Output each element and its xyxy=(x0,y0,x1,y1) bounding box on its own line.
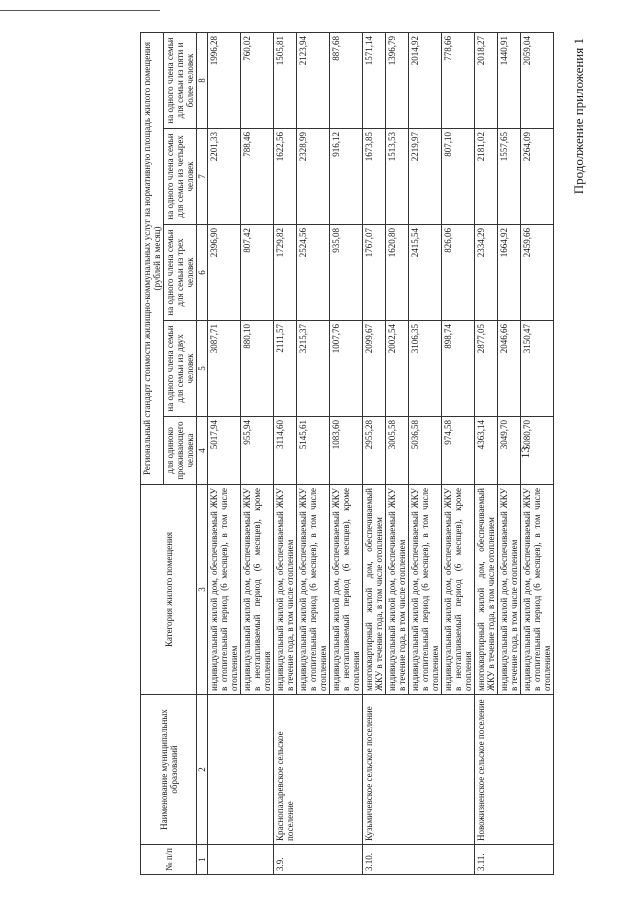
value-cell: 1664,92 xyxy=(498,225,521,321)
value-cell: 1729,82 xyxy=(274,225,297,321)
table-row xyxy=(208,32,241,874)
municipality-name: Кузьмичевское сельское поселение xyxy=(363,695,475,845)
value-cell: 935,08 xyxy=(330,225,363,321)
header-category: Категория жилого помещения xyxy=(141,485,197,695)
value-cell: 826,06 xyxy=(442,225,475,321)
value-cell: 3005,58 xyxy=(386,417,409,485)
header-no: № п/п xyxy=(141,845,197,875)
value-cell: 880,10 xyxy=(241,321,274,417)
value-cell: 1083,60 xyxy=(330,417,363,485)
value-cell: 1622,56 xyxy=(274,129,297,225)
column-number: 8 xyxy=(197,32,208,128)
table-row xyxy=(363,32,386,874)
column-number: 5 xyxy=(197,321,208,417)
value-cell: 5017,94 xyxy=(208,417,241,485)
value-cell: 2018,27 xyxy=(475,32,498,128)
header-name: Наименование муниципальных образований xyxy=(141,695,197,845)
header-standard: Региональный стандарт стоимости жилищно-коммунальных услуг на нормативную площадь жилого помещения (рублей в месяц) xyxy=(141,32,164,484)
value-cell: 3087,71 xyxy=(208,321,241,417)
column-number: 3 xyxy=(197,485,208,695)
table-row xyxy=(475,32,498,874)
housing-category: индивидуальный жилой дом, обеспечиваемый ЖКУ в течение года, в том числе отоплением xyxy=(498,485,521,695)
value-cell: 807,10 xyxy=(442,129,475,225)
value-cell: 2046,66 xyxy=(498,321,521,417)
value-cell: 2334,29 xyxy=(475,225,498,321)
value-cell: 3049,70 xyxy=(498,417,521,485)
housing-category: индивидуальный жилой дом, обеспечиваемый ЖКУ в отопительный период (6 месяцев), в том числе отоплением xyxy=(409,485,442,695)
table-row xyxy=(274,32,297,874)
municipality-name: Краснопахаревское сельское поселение xyxy=(274,695,363,845)
value-cell: 1396,79 xyxy=(386,32,409,128)
value-cell: 778,66 xyxy=(442,32,475,128)
value-cell: 3114,60 xyxy=(274,417,297,485)
value-cell: 3215,37 xyxy=(297,321,330,417)
header-sub-3: на одного члена семьи для семьи из трех человек xyxy=(164,225,197,321)
value-cell: 2014,92 xyxy=(409,32,442,128)
continuation-title: Продолжение приложения 1 xyxy=(571,38,586,195)
value-cell: 2459,66 xyxy=(521,225,554,321)
row-no xyxy=(208,845,274,875)
value-cell: 2524,56 xyxy=(297,225,330,321)
value-cell: 760,02 xyxy=(241,32,274,128)
value-cell: 3150,47 xyxy=(521,321,554,417)
value-cell: 2328,99 xyxy=(297,129,330,225)
value-cell: 1505,81 xyxy=(274,32,297,128)
housing-category: многоквартирный жилой дом, обеспечиваемый ЖКУ в течение года, в том числе отоплением xyxy=(363,485,386,695)
value-cell: 1673,85 xyxy=(363,129,386,225)
housing-category: индивидуальный жилой дом, обеспечиваемый ЖКУ в неотапливаемый период (6 месяцев), кроме отопления xyxy=(442,485,475,695)
housing-category: многоквартирный жилой дом, обеспечиваемый ЖКУ в течение года, в том числе отоплением xyxy=(475,485,498,695)
row-no: 3.9. xyxy=(274,845,363,875)
value-cell: 2415,54 xyxy=(409,225,442,321)
header-sub-1: для одиноко проживающего человека xyxy=(164,417,197,485)
value-cell: 916,12 xyxy=(330,129,363,225)
housing-category: индивидуальный жилой дом, обеспечиваемый ЖКУ в неотапливаемый период (6 месяцев), кроме отопления xyxy=(241,485,274,695)
value-cell: 807,42 xyxy=(241,225,274,321)
value-cell: 2877,05 xyxy=(475,321,498,417)
value-cell: 1571,14 xyxy=(363,32,386,128)
tariff-table xyxy=(140,32,554,875)
column-number-row xyxy=(197,32,208,874)
page-number: 13 xyxy=(518,446,532,459)
value-cell: 2111,57 xyxy=(274,321,297,417)
value-cell: 2123,94 xyxy=(297,32,330,128)
value-cell: 955,94 xyxy=(241,417,274,485)
column-number: 2 xyxy=(197,695,208,845)
value-cell: 974,58 xyxy=(442,417,475,485)
municipality-name xyxy=(208,695,274,845)
value-cell: 5145,61 xyxy=(297,417,330,485)
value-cell: 2099,67 xyxy=(363,321,386,417)
value-cell: 1440,91 xyxy=(498,32,521,128)
value-cell: 2264,09 xyxy=(521,129,554,225)
value-cell: 4363,14 xyxy=(475,417,498,485)
value-cell: 2201,33 xyxy=(208,129,241,225)
value-cell: 2396,90 xyxy=(208,225,241,321)
header-sub-2: на одного члена семьи для семьи из двух человек xyxy=(164,321,197,417)
value-cell: 2181,02 xyxy=(475,129,498,225)
value-cell: 898,74 xyxy=(442,321,475,417)
column-number: 6 xyxy=(197,225,208,321)
value-cell: 1007,76 xyxy=(330,321,363,417)
value-cell: 3106,35 xyxy=(409,321,442,417)
column-number: 7 xyxy=(197,129,208,225)
value-cell: 5080,70 xyxy=(521,417,554,485)
housing-category: индивидуальный жилой дом, обеспечиваемый ЖКУ в отопительный период (6 месяцев), в том числе отоплением xyxy=(521,485,554,695)
header-sub-4: на одного члена семьи для семьи из четырех человек xyxy=(164,129,197,225)
value-cell: 887,68 xyxy=(330,32,363,128)
housing-category: индивидуальный жилой дом, обеспечиваемый ЖКУ в неотапливаемый период (6 месяцев), кроме отопления xyxy=(330,485,363,695)
value-cell: 2002,54 xyxy=(386,321,409,417)
value-cell: 1620,80 xyxy=(386,225,409,321)
value-cell: 788,46 xyxy=(241,129,274,225)
value-cell: 1767,07 xyxy=(363,225,386,321)
housing-category: индивидуальный жилой дом, обеспечиваемый ЖКУ в течение года, в том числе отоплением xyxy=(274,485,297,695)
housing-category: индивидуальный жилой дом, обеспечиваемый ЖКУ в отопительный период (6 месяцев), в том числе отоплением xyxy=(208,485,241,695)
value-cell: 1557,65 xyxy=(498,129,521,225)
housing-category: индивидуальный жилой дом, обеспечиваемый ЖКУ в отопительный период (6 месяцев), в том числе отоплением xyxy=(297,485,330,695)
header-sub-5: на одного члена семьи для семьи из пяти и более человек xyxy=(164,32,197,128)
column-number: 4 xyxy=(197,417,208,485)
value-cell: 2059,04 xyxy=(521,32,554,128)
value-cell: 2955,28 xyxy=(363,417,386,485)
value-cell: 2219,97 xyxy=(409,129,442,225)
value-cell: 5036,58 xyxy=(409,417,442,485)
value-cell: 1996,28 xyxy=(208,32,241,128)
row-no: 3.11. xyxy=(475,845,554,875)
column-number: 1 xyxy=(197,845,208,875)
row-no: 3.10. xyxy=(363,845,475,875)
municipality-name: Новожизненское сельское поселение xyxy=(475,695,554,845)
value-cell: 1513,53 xyxy=(386,129,409,225)
housing-category: индивидуальный жилой дом, обеспечиваемый ЖКУ в течение года, в том числе отоплением xyxy=(386,485,409,695)
